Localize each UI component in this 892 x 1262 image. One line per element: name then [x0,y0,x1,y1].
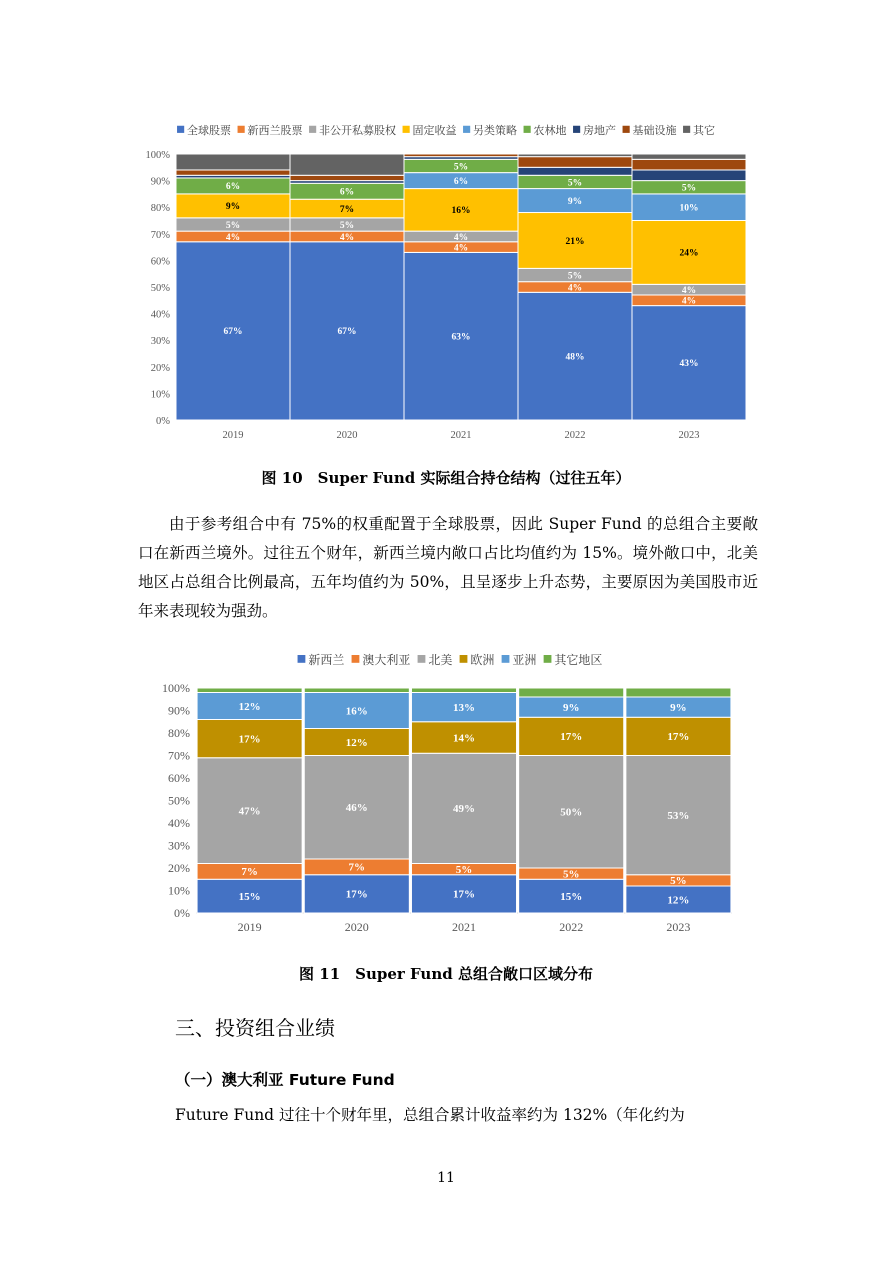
legend-label: 其它 [692,125,715,137]
bar-segment [411,688,516,693]
y-tick-label: 60% [168,771,190,785]
data-label: 49% [453,803,475,816]
legend-swatch [298,655,306,663]
data-label: 4% [567,283,583,294]
data-label: 67% [337,327,357,338]
y-tick-label: 10% [168,883,190,898]
data-label: 12% [345,736,368,749]
data-label: 24% [679,248,699,259]
bar-segment [632,159,746,170]
data-label: 67% [223,327,243,338]
bar-segment [632,170,746,181]
data-label: 48% [565,352,585,363]
data-label: 15% [560,890,583,903]
x-tick-label: 2019 [237,920,262,934]
legend-label: 新西兰股票 [247,125,303,137]
data-label: 21% [565,236,585,247]
data-label: 4% [339,232,355,243]
data-label: 10% [679,203,699,214]
data-label: 12% [238,700,261,713]
x-tick-label: 2023 [666,920,691,934]
regional-exposure-chart [150,648,750,948]
legend-swatch [683,126,690,133]
y-tick-label: 70% [168,748,190,763]
legend-swatch [418,655,426,663]
x-tick-label: 2023 [678,430,700,441]
y-tick-label: 10% [150,389,170,401]
body-paragraph-continued: Future Fund 过往十个财年里，总组合累计收益率约为 132%（年化约为 [175,1106,685,1124]
legend-label: 亚洲 [512,653,537,667]
data-label: 5% [339,220,355,231]
legend-label: 欧洲 [470,653,495,667]
y-tick-label: 20% [150,362,170,374]
data-label: 17% [667,731,690,744]
subsection-heading: （一）澳大利亚 Future Fund [175,1071,395,1089]
legend-swatch [352,655,360,663]
data-label: 4% [225,232,241,243]
y-tick-label: 20% [168,861,190,875]
y-tick-label: 0% [174,906,190,920]
legend-label: 农林地 [533,125,567,137]
y-tick-label: 50% [150,283,170,294]
data-label: 16% [451,206,471,217]
y-tick-label: 30% [168,838,190,853]
legend-swatch [238,126,245,133]
x-tick-label: 2020 [336,430,358,441]
data-label: 6% [225,182,241,193]
figure-11-caption: 图 11 Super Fund 总组合敞口区域分布 [299,965,593,983]
data-label: 47% [238,805,261,818]
bar-segment [632,154,746,159]
data-label: 5% [567,271,583,282]
data-label: 14% [453,732,475,745]
y-tick-label: 100% [162,681,190,695]
x-tick-label: 2021 [450,430,472,441]
data-label: 5% [681,183,697,194]
data-label: 5% [453,162,469,173]
bar-segment [197,688,302,693]
bar-segment [519,688,624,697]
legend-label: 新西兰 [308,653,345,667]
page-number: 11 [437,1170,455,1186]
legend-swatch [502,655,510,663]
data-label: 5% [455,863,473,876]
data-label: 46% [345,802,368,815]
legend-swatch [460,655,468,663]
data-label: 16% [345,705,368,718]
legend-label: 固定收益 [412,125,457,137]
data-label: 17% [453,888,475,901]
section-heading: 三、投资组合业绩 [175,1016,335,1040]
x-tick-label: 2020 [344,920,369,934]
data-label: 5% [225,220,241,231]
y-tick-label: 100% [145,150,170,161]
data-label: 17% [560,731,583,744]
y-tick-label: 80% [150,203,170,215]
legend-label: 其它地区 [554,653,603,667]
legend-swatch [544,655,552,663]
data-label: 6% [339,187,355,198]
data-label: 7% [241,866,258,879]
figure-10-caption: 图 10 Super Fund 实际组合持仓结构（过往五年） [261,469,631,487]
bar-segment [290,154,404,175]
data-label: 17% [238,733,261,746]
legend-label: 基础设施 [632,125,677,137]
x-tick-label: 2021 [452,920,476,934]
data-label: 50% [560,806,583,819]
bar-segment [518,167,632,175]
bar-segment [518,157,632,168]
legend-swatch [573,126,580,133]
legend-label: 房地产 [582,125,616,137]
y-tick-label: 0% [156,416,170,427]
data-label: 7% [339,204,355,215]
y-tick-label: 60% [150,256,170,268]
data-label: 53% [667,809,690,822]
data-label: 63% [451,332,471,343]
data-label: 5% [562,868,580,881]
legend [298,652,603,667]
y-tick-label: 40% [150,309,170,321]
legend-label: 澳大利亚 [362,653,411,667]
bar-segment [304,688,409,693]
data-label: 12% [667,894,690,907]
data-label: 9% [567,196,583,207]
data-label: 9% [562,701,580,714]
bar-segment [518,154,632,157]
y-tick-label: 80% [168,726,190,740]
data-label: 43% [679,359,699,370]
legend-label: 非公开私募股权 [318,125,396,137]
y-tick-label: 70% [150,229,170,241]
x-tick-label: 2019 [222,430,244,441]
y-tick-label: 30% [150,336,170,348]
data-label: 17% [345,888,368,901]
data-label: 4% [453,232,469,243]
legend-swatch [403,126,410,133]
data-label: 6% [453,176,469,187]
bar-segment [404,154,518,157]
data-label: 7% [348,861,366,874]
body-paragraph: 由于参考组合中有 75%的权重配置于全球股票，因此 Super Fund 的总组合主要敞口在新西兰境外。过往五个财年，新西兰境内敞口占比均值约为 15%。境外敞口中，北美地区占总组合比例最高，五年均值约为 50%，且呈逐步上升态势，主要原因为美国股市近年来表现较为强劲。 [138,515,758,620]
x-tick-label: 2022 [564,430,586,441]
legend-swatch [309,126,316,133]
y-tick-label: 50% [168,793,190,808]
data-label: 4% [681,285,697,296]
data-label: 4% [453,243,469,254]
legend-swatch [463,126,470,133]
x-tick-label: 2022 [559,920,584,934]
legend [177,123,715,137]
data-label: 15% [238,890,261,903]
legend-swatch [623,126,630,133]
legend-swatch [524,126,531,133]
bar-segment [176,170,290,175]
legend-label: 全球股票 [186,125,231,137]
legend-swatch [177,126,184,133]
y-tick-label: 90% [150,176,170,188]
bar-segment [176,154,290,170]
data-label: 13% [453,701,475,714]
data-label: 9% [670,701,687,714]
bar-segment [626,688,731,697]
bar-segment [290,175,404,180]
y-tick-label: 40% [168,816,190,830]
data-label: 5% [567,178,583,189]
y-tick-label: 90% [168,703,190,718]
portfolio-holdings-chart [130,118,762,450]
legend-label: 另类策略 [472,125,517,137]
data-label: 5% [670,875,687,888]
data-label: 9% [225,202,241,213]
legend-label: 北美 [428,653,453,667]
data-label: 4% [681,296,697,307]
